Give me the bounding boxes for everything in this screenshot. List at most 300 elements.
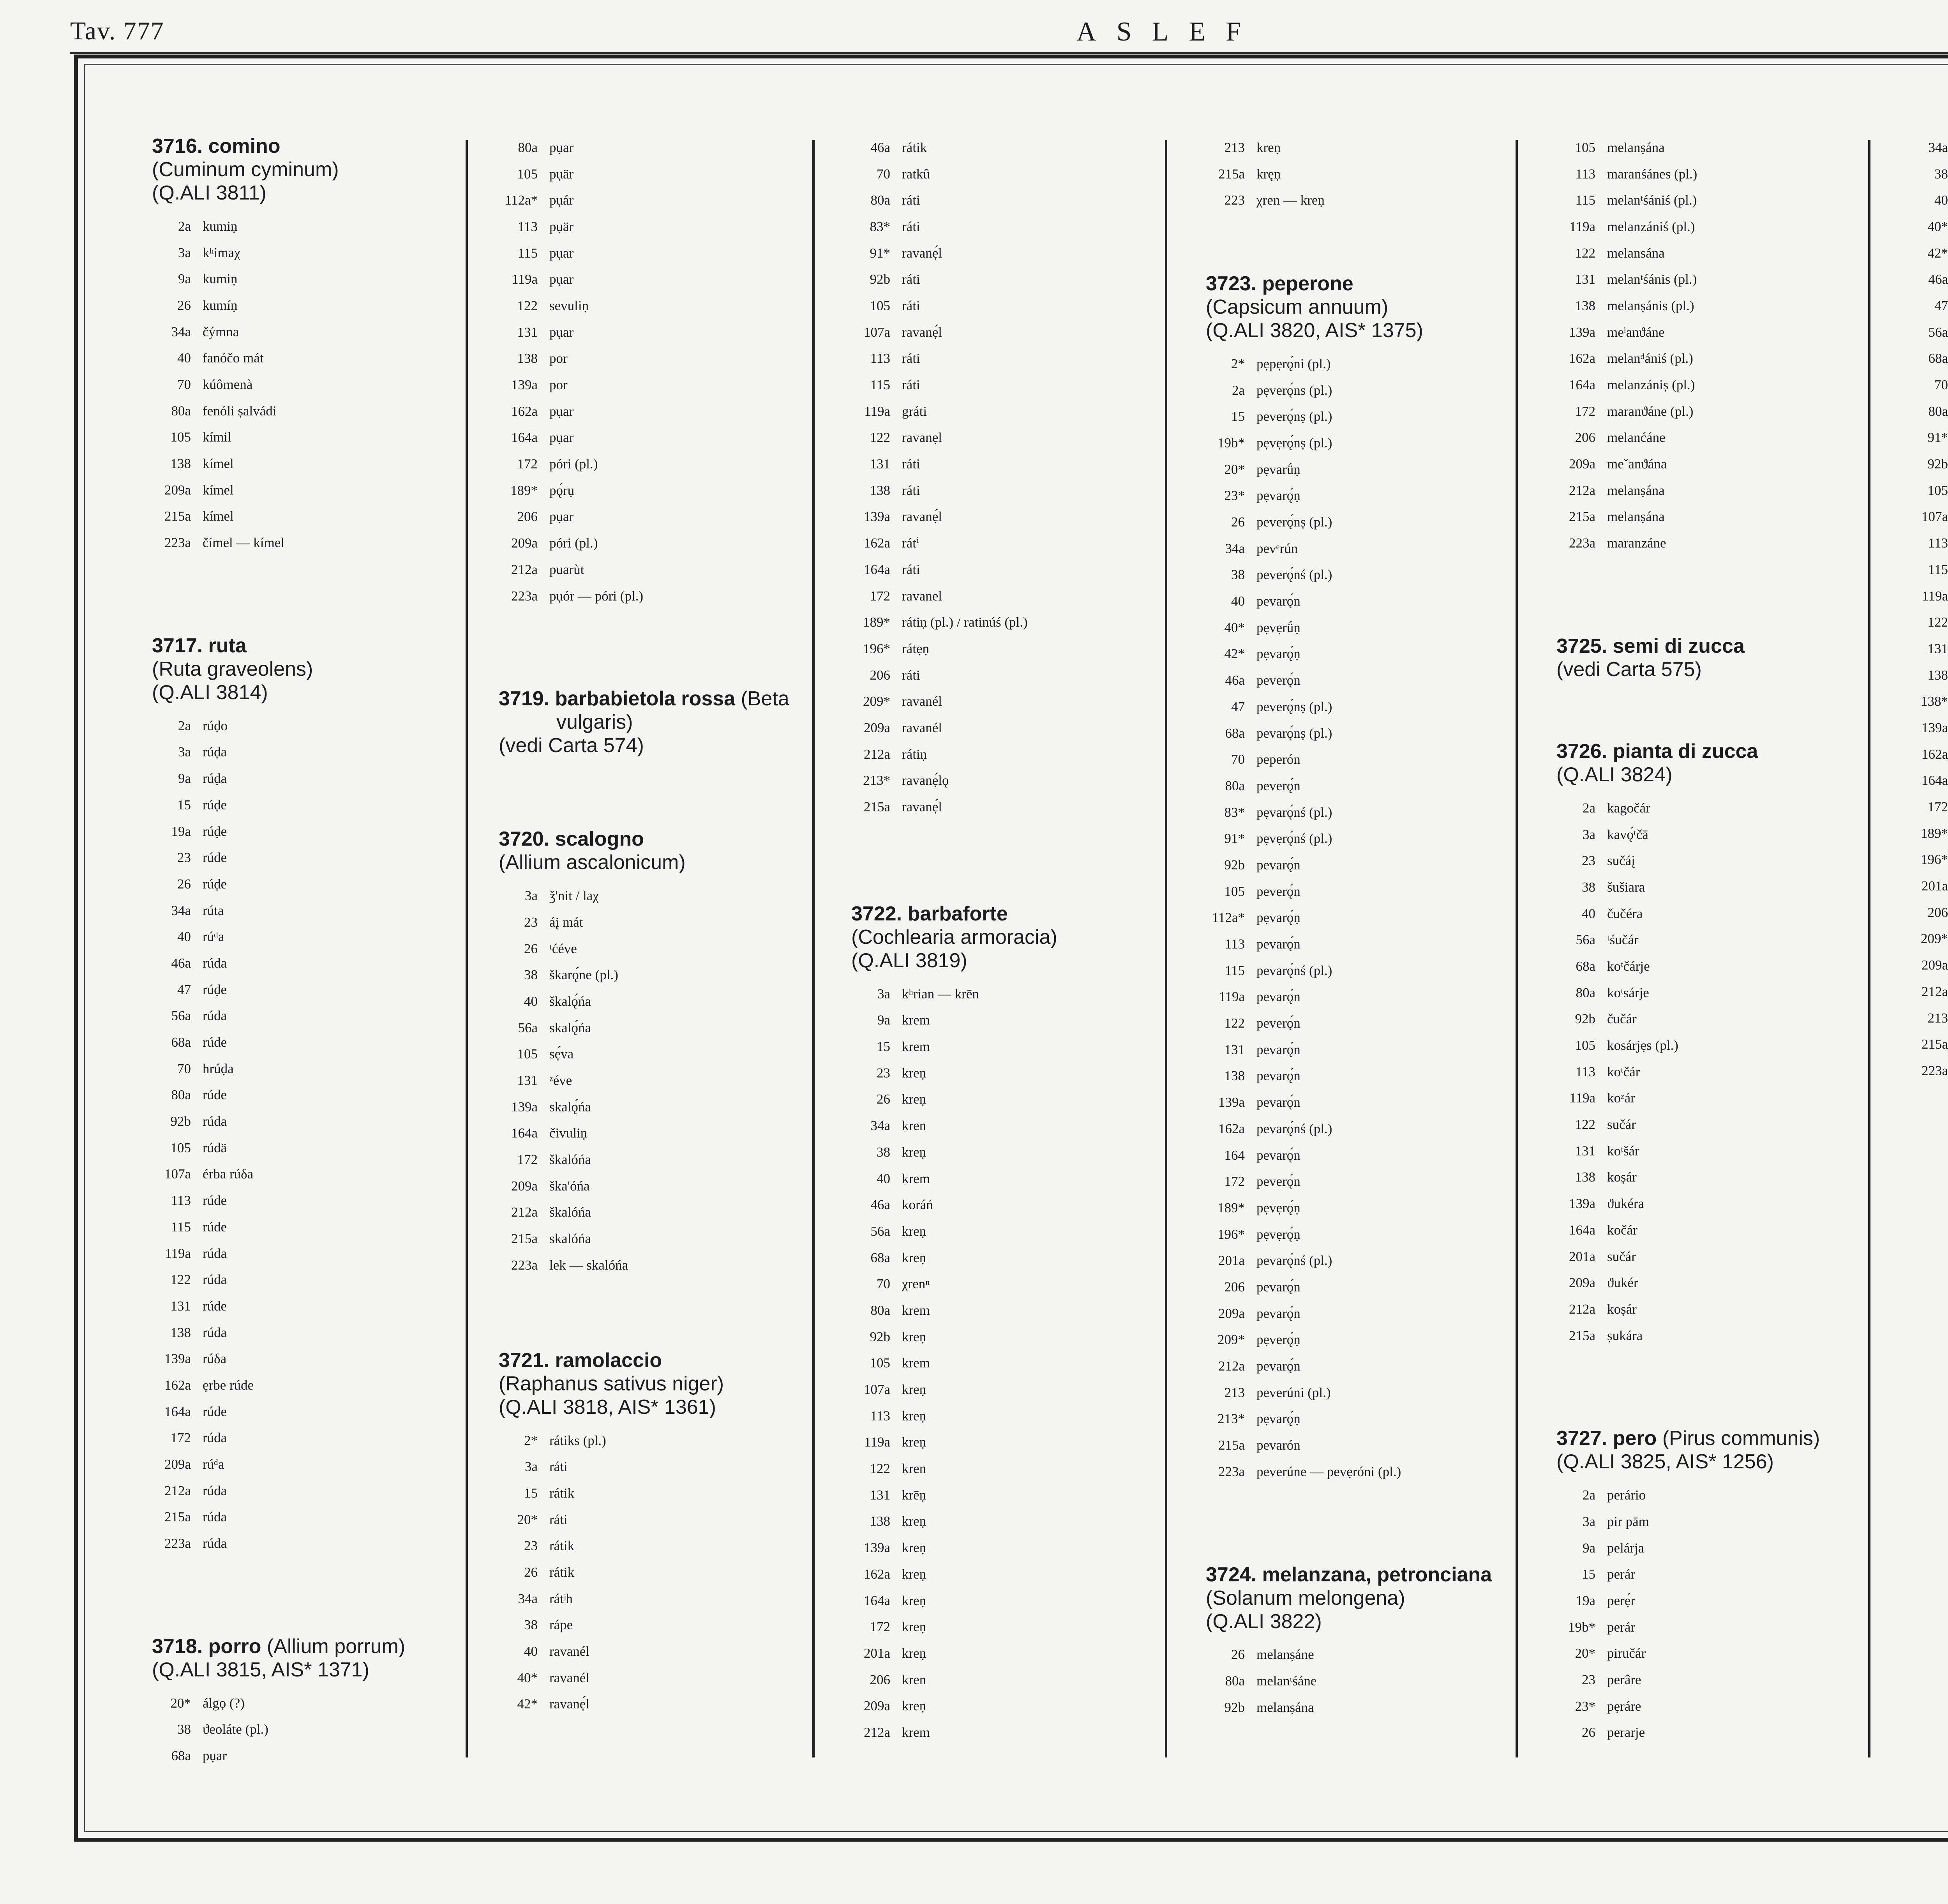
- locality-code: 131: [170, 1298, 191, 1314]
- locality-code: 189*: [1921, 825, 1948, 841]
- entry-row: [1556, 1085, 1899, 1112]
- entry-row: [1556, 504, 1899, 530]
- locality-code: 119a: [864, 1434, 890, 1450]
- entry-row: [1556, 1138, 1899, 1164]
- entry-row: [499, 988, 842, 1015]
- dialect-form: ravanẹ́l: [902, 799, 942, 815]
- dialect-form: pevarǫ́nś (pl.): [1256, 1121, 1332, 1136]
- locality-code: 172: [1927, 799, 1948, 815]
- column-2: [499, 134, 842, 1717]
- entry-row: [152, 319, 495, 345]
- entry-row: [499, 1533, 842, 1559]
- entry-row: [1909, 1031, 1948, 1058]
- entry-list: [1909, 134, 1948, 1084]
- locality-code: 196*: [1218, 1226, 1245, 1242]
- section-title: melanzana, petronciana: [1262, 1563, 1492, 1586]
- locality-code: 206: [517, 509, 538, 525]
- dialect-form: kreṇ: [1256, 140, 1281, 155]
- entry-row: [499, 909, 842, 936]
- entry-row: [499, 1173, 842, 1199]
- dialect-form: pevarǫ́n: [1256, 1042, 1300, 1057]
- locality-code: 223a: [164, 535, 191, 551]
- entry-row: [1909, 636, 1948, 662]
- dialect-form: pevarǫ́n: [1256, 1358, 1300, 1374]
- section-number: 3723.: [1206, 272, 1257, 295]
- entry-row: [152, 792, 495, 818]
- entry-row: [499, 1427, 842, 1454]
- dialect-form: lek — skalóńa: [549, 1257, 628, 1273]
- entry-row: [1206, 1142, 1549, 1169]
- dialect-form: koᵗčárje: [1607, 958, 1650, 974]
- dialect-form: melanṣána: [1607, 482, 1665, 498]
- locality-code: 113: [1928, 535, 1948, 551]
- entry-row: [851, 530, 1194, 556]
- locality-code: 34a: [1225, 540, 1245, 556]
- entry-row: [1556, 795, 1899, 821]
- section-heading: [499, 687, 842, 757]
- dialect-form: pụór — póri (pl.): [549, 588, 644, 604]
- entry-section: [152, 134, 495, 556]
- entry-row: [851, 1667, 1194, 1693]
- section-subtitle: (Pirus communis): [1662, 1427, 1820, 1450]
- locality-code: 107a: [1921, 509, 1948, 525]
- entry-row: [1556, 293, 1899, 319]
- dialect-form: krēṇ: [902, 1487, 926, 1503]
- dialect-form: rátik: [549, 1485, 575, 1501]
- section-subtitle: (Beta vulgaris): [556, 687, 789, 734]
- dialect-form: kʰrian — krēn: [902, 986, 979, 1001]
- entry-row: [1909, 293, 1948, 319]
- locality-code: 23: [177, 850, 191, 865]
- dialect-form: póri (pl.): [549, 535, 598, 551]
- section-heading: [1556, 740, 1899, 786]
- locality-code: 15: [524, 1485, 538, 1501]
- locality-code: 172: [517, 1152, 538, 1167]
- locality-code: 20*: [517, 1512, 538, 1527]
- dialect-form: kreṇ: [902, 1593, 926, 1608]
- dialect-form: krem: [902, 1355, 930, 1371]
- locality-code: 40: [1582, 906, 1595, 921]
- column-4: [1206, 134, 1549, 1721]
- locality-code: 215a: [1218, 1438, 1245, 1453]
- dialect-form: pụar: [549, 245, 574, 261]
- dialect-form: melanᵗśániś (pl.): [1607, 193, 1697, 208]
- dialect-form: pẹvẹrǫ́nś (pl.): [1256, 831, 1332, 846]
- locality-code: 201a: [863, 1645, 890, 1661]
- entry-row: [851, 1455, 1194, 1482]
- entry-row: [499, 477, 842, 504]
- locality-code: 131: [870, 1487, 890, 1503]
- dialect-form: ǯ'nit / laχ: [549, 888, 599, 904]
- entry-row: [1909, 794, 1948, 820]
- section-heading: [1556, 634, 1899, 681]
- entry-row: [152, 213, 495, 240]
- dialect-form: melanṣáne: [1256, 1647, 1314, 1662]
- entry-row: [1556, 1535, 1899, 1561]
- dialect-form: čivuliṇ: [549, 1125, 588, 1141]
- entry-section: [1556, 740, 1899, 1349]
- entry-row: [851, 609, 1194, 636]
- locality-code: 209a: [1569, 1275, 1595, 1291]
- dialect-form: peverǫ́nś (pl.): [1256, 567, 1332, 583]
- entry-row: [1556, 1059, 1899, 1085]
- dialect-form: pụar: [203, 1748, 227, 1764]
- dialect-form: álgọ (?): [203, 1695, 245, 1711]
- entry-row: [1206, 1642, 1549, 1668]
- entry-list: [152, 213, 495, 556]
- entry-row: [1206, 641, 1549, 668]
- entry-row: [1206, 720, 1549, 747]
- entry-row: [152, 1056, 495, 1082]
- section-subtitle: (Q.ALI 3825, AIS* 1256): [1556, 1450, 1774, 1473]
- entry-row: [1909, 477, 1948, 504]
- entry-row: [851, 372, 1194, 398]
- dialect-form: rúde: [203, 1193, 227, 1208]
- entry-list: [152, 713, 495, 1557]
- locality-code: 34a: [518, 1591, 538, 1606]
- section-subtitle: (Q.ALI 3814): [152, 681, 268, 704]
- dialect-form: čučár: [1607, 1011, 1637, 1027]
- entry-row: [1206, 984, 1549, 1010]
- entry-row: [1909, 346, 1948, 372]
- entry-row: [1206, 1327, 1549, 1353]
- dialect-form: maranzáne: [1607, 535, 1666, 551]
- section-subtitle: (Q.ALI 3815, AIS* 1371): [152, 1658, 369, 1681]
- entry-row: [499, 1120, 842, 1147]
- dialect-form: škarǫ́ne (pl.): [549, 967, 618, 983]
- entry-row: [499, 1041, 842, 1068]
- locality-code: 122: [1575, 1117, 1595, 1132]
- dialect-form: kreṇ: [902, 1514, 926, 1529]
- dialect-form: melanṣánis (pl.): [1607, 298, 1694, 313]
- dialect-form: ᵗćéve: [549, 941, 577, 956]
- entry-row: [152, 1717, 495, 1743]
- entry-row: [499, 1226, 842, 1252]
- locality-code: 113: [1575, 1064, 1595, 1079]
- entry-row: [1909, 978, 1948, 1005]
- dialect-form: ráti: [902, 219, 920, 234]
- dialect-form: ᶻéve: [549, 1073, 572, 1088]
- locality-code: 212a: [511, 562, 538, 577]
- locality-code: 2a: [178, 718, 191, 733]
- locality-code: 119a: [512, 272, 538, 287]
- section-title: ramolaccio: [555, 1349, 662, 1372]
- locality-code: 131: [517, 1073, 538, 1088]
- locality-code: 46a: [870, 140, 890, 155]
- locality-code: 209*: [863, 694, 890, 709]
- dialect-form: kreṇ: [902, 1065, 926, 1081]
- dialect-form: pevarǫ́n: [1256, 593, 1300, 609]
- dialect-form: melansána: [1607, 245, 1665, 261]
- locality-code: 162a: [511, 403, 538, 419]
- dialect-form: pevarón: [1256, 1438, 1300, 1453]
- entry-row: [1206, 667, 1549, 694]
- entry-row: [851, 214, 1194, 240]
- dialect-form: pụär: [549, 166, 574, 182]
- locality-code: 56a: [870, 1223, 890, 1239]
- section-number: 3726.: [1556, 740, 1607, 763]
- entry-row: [1206, 562, 1549, 588]
- locality-code: 215a: [1218, 166, 1245, 182]
- dialect-form: rúda: [203, 1509, 227, 1525]
- locality-code: 223a: [1569, 535, 1595, 551]
- locality-code: 91*: [1927, 430, 1948, 445]
- entry-row: [152, 1346, 495, 1372]
- entry-row: [499, 936, 842, 962]
- entry-row: [1206, 403, 1549, 430]
- entry-row: [499, 1094, 842, 1120]
- dialect-form: čučéra: [1607, 906, 1643, 921]
- section-heading: [1206, 272, 1549, 342]
- dialect-form: rúḍe: [203, 876, 227, 892]
- dialect-form: rátⁱ: [902, 535, 919, 551]
- entry-row: [1909, 240, 1948, 267]
- entry-row: [851, 794, 1194, 820]
- entry-row: [1909, 583, 1948, 609]
- entry-row: [851, 346, 1194, 372]
- entry-row: [152, 1108, 495, 1135]
- entry-section: [1206, 134, 1549, 214]
- section-subtitle: (Capsicum annuum): [1206, 296, 1389, 319]
- dialect-form: kímel: [203, 509, 234, 524]
- locality-code: 38: [524, 967, 538, 983]
- locality-code: 42*: [1927, 245, 1948, 261]
- section-subtitle: (Cuminum cyminum): [152, 158, 339, 181]
- entry-row: [499, 425, 842, 451]
- dialect-form: ravanẹ́lǫ: [902, 773, 949, 788]
- entry-row: [851, 741, 1194, 768]
- dialect-form: pẹvẹrǫ́nṣ (pl.): [1256, 435, 1332, 450]
- entry-row: [851, 688, 1194, 715]
- dialect-form: pụar: [549, 509, 574, 525]
- entry-row: [1206, 1037, 1549, 1063]
- locality-code: 113: [171, 1193, 191, 1208]
- locality-code: 122: [870, 1461, 890, 1477]
- entry-row: [1206, 535, 1549, 562]
- section-heading: [851, 902, 1194, 972]
- entry-row: [499, 1559, 842, 1586]
- locality-code: 40: [177, 350, 191, 366]
- entry-row: [1206, 187, 1549, 214]
- entry-row: [499, 1199, 842, 1226]
- dialect-form: kreṇ: [902, 1619, 926, 1635]
- entry-row: [1556, 1588, 1899, 1614]
- locality-code: 92b: [1224, 857, 1245, 873]
- dialect-form: rúda: [203, 1008, 227, 1024]
- dialect-form: krem: [902, 1302, 930, 1318]
- locality-code: 107a: [863, 324, 890, 340]
- dialect-form: koráń: [902, 1197, 933, 1213]
- dialect-form: ᵗśučár: [1607, 932, 1639, 948]
- section-title: pero: [1613, 1427, 1657, 1450]
- column-3: [851, 134, 1194, 1746]
- entry-row: [1206, 694, 1549, 720]
- locality-code: 40: [524, 1644, 538, 1659]
- entry-row: [1556, 980, 1899, 1006]
- locality-code: 68a: [1928, 351, 1948, 366]
- locality-code: 113: [870, 351, 890, 366]
- locality-code: 3a: [1582, 1514, 1595, 1529]
- entry-row: [851, 662, 1194, 689]
- locality-code: 131: [1927, 641, 1948, 656]
- dialect-form: kímil: [203, 429, 231, 445]
- locality-code: 119a: [1922, 588, 1948, 604]
- dialect-form: kren: [902, 1118, 926, 1134]
- entry-row: [1909, 926, 1948, 952]
- entry-row: [152, 977, 495, 1003]
- entry-row: [1556, 1111, 1899, 1138]
- dialect-form: kreṇ: [902, 1382, 926, 1397]
- locality-code: 162a: [164, 1377, 191, 1393]
- dialect-form: ravanẹ́l: [902, 245, 942, 261]
- entry-row: [152, 713, 495, 739]
- section-heading: [152, 634, 495, 704]
- entry-list: [499, 883, 842, 1278]
- dialect-form: rápe: [549, 1617, 573, 1633]
- locality-code: 112a*: [505, 193, 538, 208]
- entry-row: [499, 372, 842, 398]
- locality-code: 3a: [524, 1459, 538, 1475]
- entry-row: [499, 530, 842, 556]
- entry-row: [1909, 768, 1948, 794]
- locality-code: 56a: [171, 1008, 191, 1024]
- entry-row: [1909, 504, 1948, 530]
- dialect-form: rúḍa: [203, 744, 227, 760]
- locality-code: 3a: [178, 245, 191, 260]
- entry-row: [1909, 899, 1948, 926]
- locality-code: 38: [877, 1144, 890, 1160]
- locality-code: 162a: [863, 535, 890, 551]
- locality-code: 2a: [1582, 800, 1595, 816]
- dialect-form: kímel: [203, 456, 234, 472]
- entry-row: [851, 1535, 1194, 1561]
- section-subtitle: (Solanum melongena): [1206, 1586, 1405, 1609]
- locality-code: 138: [1927, 667, 1948, 683]
- dialect-form: peverǫ́nṣ (pl.): [1256, 699, 1332, 714]
- entry-row: [1206, 615, 1549, 641]
- locality-code: 80a: [1928, 403, 1948, 419]
- entry-row: [1206, 1089, 1549, 1116]
- entry-row: [152, 266, 495, 292]
- locality-code: 83*: [1224, 804, 1245, 820]
- dialect-form: rúḍa: [203, 771, 227, 786]
- entry-row: [851, 1297, 1194, 1324]
- locality-code: 122: [1927, 615, 1948, 630]
- entry-row: [1556, 346, 1899, 372]
- locality-code: 19b*: [1218, 435, 1245, 450]
- dialect-form: peperón: [1256, 752, 1300, 767]
- dialect-form: χrenⁿ: [902, 1276, 930, 1292]
- dialect-form: kagočár: [1607, 800, 1650, 816]
- dialect-form: peverǫ́n: [1256, 1174, 1300, 1189]
- dialect-form: pẹvarǫ́ṇ: [1256, 646, 1300, 662]
- entry-row: [1909, 556, 1948, 583]
- locality-code: 139a: [164, 1351, 191, 1367]
- locality-code: 9a: [178, 271, 191, 287]
- dialect-form: pevarǫ́n: [1256, 936, 1300, 952]
- locality-code: 164a: [1569, 377, 1595, 393]
- section-number: 3727.: [1556, 1427, 1607, 1450]
- entry-row: [152, 345, 495, 371]
- locality-code: 131: [1224, 1042, 1245, 1057]
- entry-row: [152, 1003, 495, 1030]
- entry-row: [499, 214, 842, 240]
- locality-code: 223a: [511, 1257, 538, 1273]
- entry-row: [1556, 1032, 1899, 1059]
- locality-code: 164a: [863, 1593, 890, 1608]
- entry-row: [851, 1482, 1194, 1508]
- entry-row: [1206, 1668, 1549, 1694]
- dialect-form: pevarǫ́nś (pl.): [1256, 1253, 1332, 1268]
- entry-row: [1206, 1353, 1549, 1379]
- entry-row: [1206, 957, 1549, 984]
- locality-code: 138: [870, 1514, 890, 1529]
- dialect-form: áį mát: [549, 914, 583, 930]
- section-number: 3724.: [1206, 1563, 1257, 1586]
- entry-row: [1909, 187, 1948, 214]
- entry-row: [1556, 821, 1899, 848]
- locality-code: 223a: [511, 588, 538, 604]
- dialect-form: piručár: [1607, 1646, 1646, 1661]
- entry-row: [499, 883, 842, 909]
- locality-code: 68a: [1576, 958, 1595, 974]
- entry-section: [1206, 1563, 1549, 1721]
- dialect-form: ravanél: [549, 1644, 589, 1659]
- entry-row: [851, 477, 1194, 504]
- entry-row: [851, 1376, 1194, 1403]
- dialect-form: koᵗčár: [1607, 1064, 1640, 1079]
- dialect-form: pevarǫ́n: [1256, 857, 1300, 873]
- locality-code: 40: [877, 1171, 890, 1186]
- locality-code: 206: [1224, 1279, 1245, 1295]
- locality-code: 46a: [1928, 272, 1948, 287]
- locality-code: 215a: [511, 1231, 538, 1247]
- entry-row: [1556, 319, 1899, 346]
- locality-code: 92b: [870, 1329, 890, 1344]
- entry-row: [152, 1425, 495, 1452]
- entry-row: [851, 1403, 1194, 1429]
- locality-code: 223a: [164, 1536, 191, 1551]
- entry-row: [152, 765, 495, 792]
- locality-code: 105: [170, 429, 191, 445]
- entry-row: [1556, 477, 1899, 504]
- section-heading: [152, 134, 495, 205]
- entry-row: [851, 1192, 1194, 1218]
- section-heading: [1556, 1427, 1899, 1473]
- entry-list: [1556, 1482, 1899, 1746]
- dialect-form: rúdä: [203, 1140, 227, 1155]
- dialect-form: kímel: [203, 482, 234, 498]
- section-subtitle: (Ruta graveolens): [152, 657, 313, 680]
- locality-code: 20*: [1224, 461, 1245, 477]
- dialect-form: ška'óńa: [549, 1178, 590, 1194]
- entry-row: [152, 424, 495, 451]
- locality-code: 105: [517, 1046, 538, 1062]
- dialect-form: sučáį: [1607, 853, 1635, 869]
- dialect-form: pẹvẹrǘṇ: [1256, 620, 1300, 635]
- dialect-form: pụar: [549, 324, 574, 340]
- entry-row: [499, 240, 842, 267]
- dialect-form: škalǫ́ńa: [549, 993, 591, 1009]
- column-1: [152, 134, 495, 1769]
- dialect-form: érba rúδa: [203, 1166, 254, 1182]
- locality-code: 92b: [1927, 456, 1948, 472]
- entry-row: [1556, 1006, 1899, 1033]
- entry-row: [851, 1218, 1194, 1245]
- entry-section: [499, 134, 842, 609]
- locality-code: 212a: [1218, 1358, 1245, 1374]
- entry-row: [499, 1586, 842, 1612]
